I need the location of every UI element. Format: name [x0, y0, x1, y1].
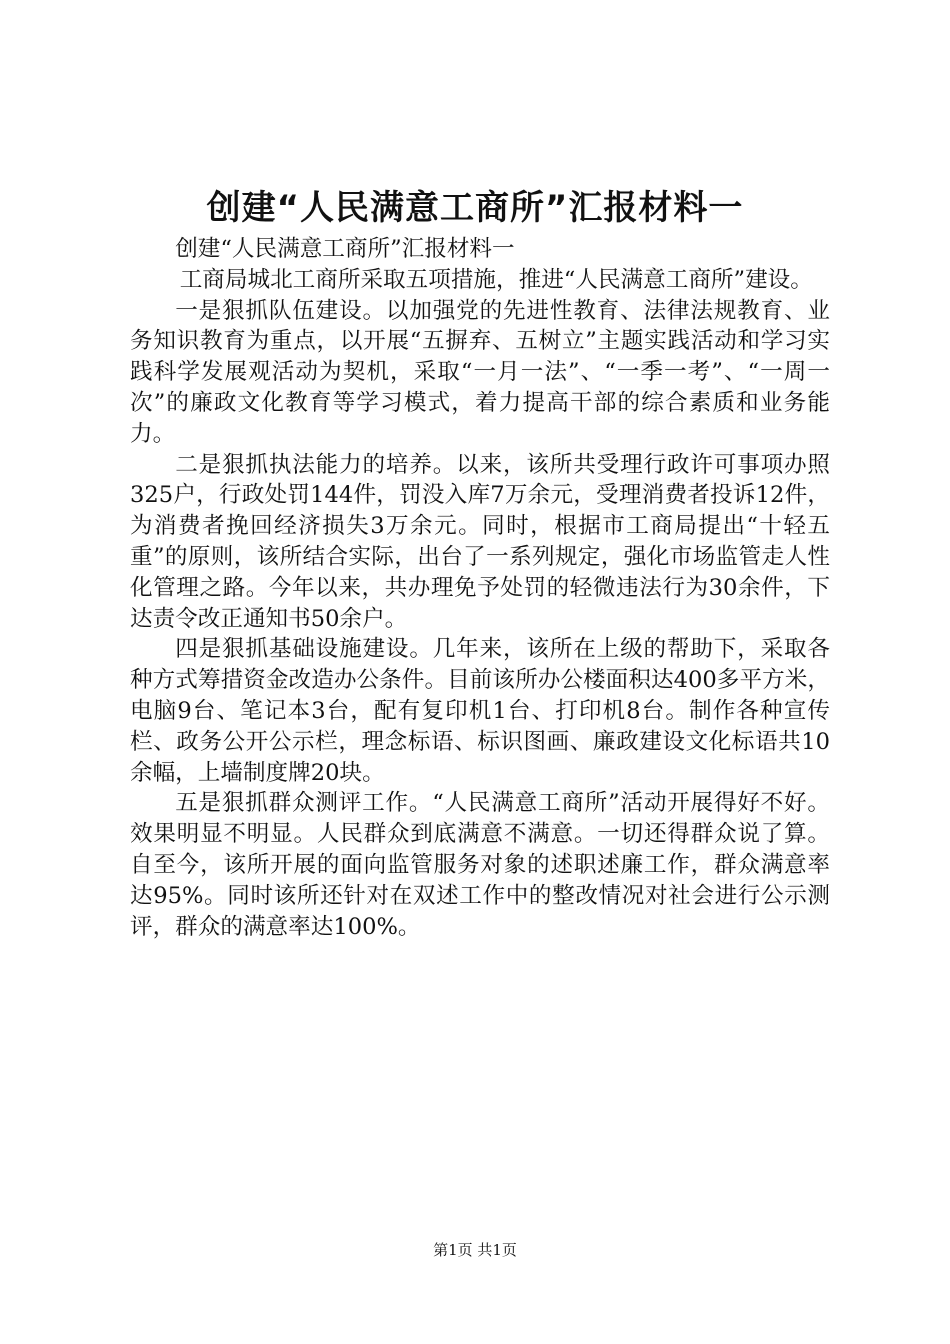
body-paragraph-infrastructure: 四是狠抓基础设施建设。几年来，该所在上级的帮助下，采取各种方式筹措资金改造办公条件。目前该所办公楼面积达400多平方米，电脑9台、笔记本3台，配有复印机1台、打印机8台。制作各种宣传栏、政务公开公示栏，理念标语、标识图画、廉政建设文化标语共10余幅，上墙制度牌20块。	[130, 636, 830, 786]
body-paragraph-team: 一是狠抓队伍建设。以加强党的先进性教育、法律法规教育、业务知识教育为重点，以开展“五摒弃、五树立”主题实践活动和学习实践科学发展观活动为契机，采取“一月一法”、“一季一考”、“一周一次”的廉政文化教育等学习模式，着力提高干部的综合素质和业务能力。	[130, 297, 830, 447]
document-body	[130, 234, 830, 942]
body-paragraph-intro: 工商局城北工商所采取五项措施，推进“人民满意工商所”建设。	[179, 266, 813, 293]
document-title: 创建“人民满意工商所”汇报材料一	[206, 188, 744, 228]
body-paragraph-evaluation: 五是狠抓群众测评工作。“人民满意工商所”活动开展得好不好。效果明显不明显。人民群众到底满意不满意。一切还得群众说了算。自至今，该所开展的面向监管服务对象的述职述廉工作，群众满意率达95%。同时该所还针对在双述工作中的整改情况对社会进行公示测评，群众的满意率达100%。	[130, 790, 830, 940]
body-paragraph-subtitle: 创建“人民满意工商所”汇报材料一	[175, 236, 515, 262]
page-number-footer: 第1页 共1页	[433, 1241, 517, 1259]
body-paragraph-enforcement: 二是狠抓执法能力的培养。以来，该所共受理行政许可事项办照325户，行政处罚144件，罚没入库7万余元，受理消费者投诉12件，为消费者挽回经济损失3万余元。同时，根据市工商局提出“十轻五重”的原则，该所结合实际，出台了一系列规定，强化市场监管走人性化管理之路。今年以来，共办理免予处罚的轻微违法行为30余件，下达责令改正通知书50余户。	[130, 451, 830, 632]
